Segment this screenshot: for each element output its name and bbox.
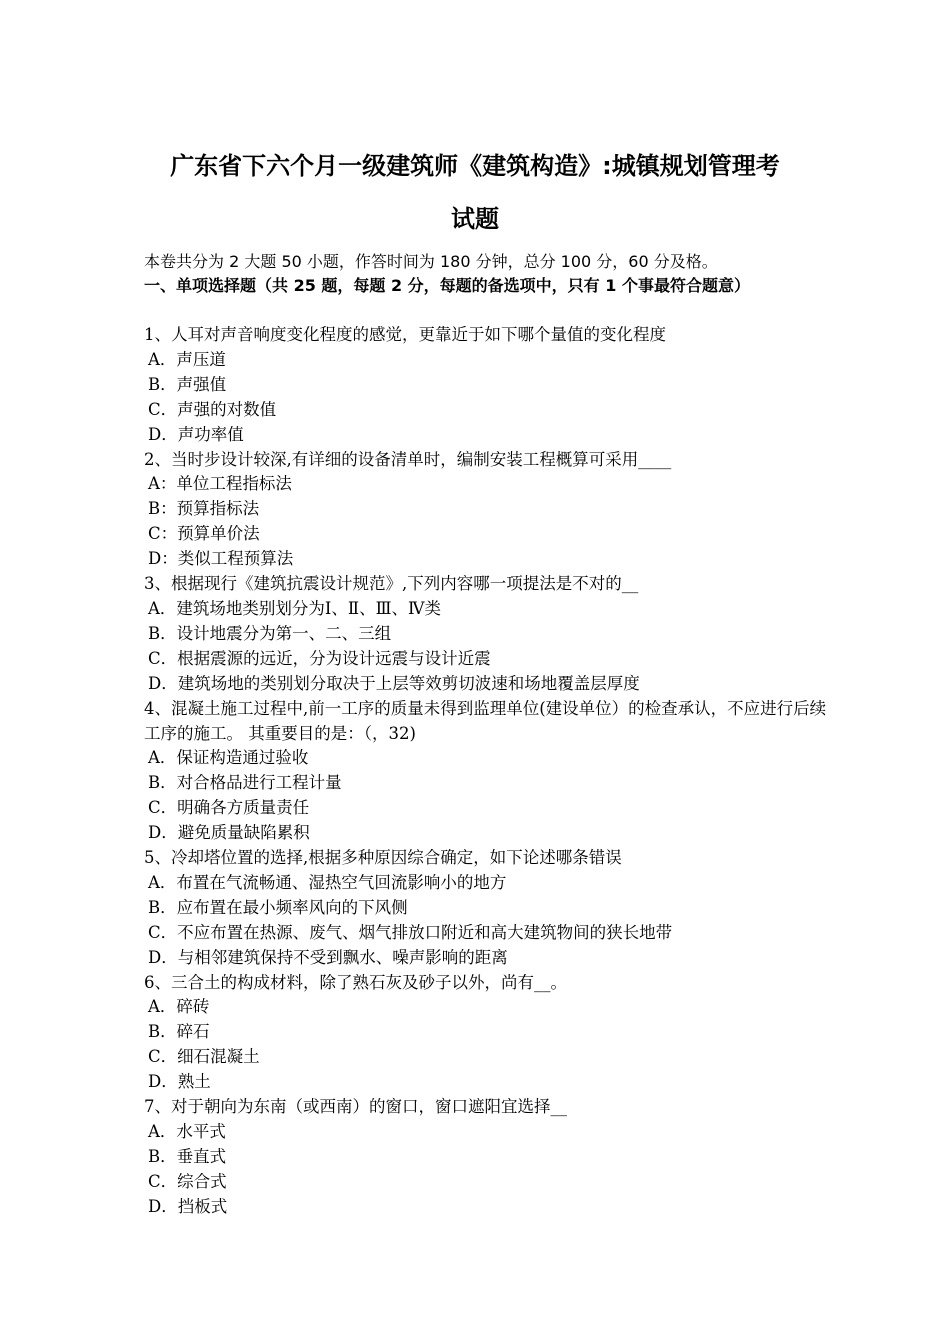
option-a: A．布置在气流畅通、湿热空气回流影响小的地方 — [148, 872, 507, 892]
option-b: B．声强值 — [148, 374, 227, 394]
option-d: D．挡板式 — [148, 1196, 228, 1216]
section-heading: 一、单项选择题（共 25 题，每题 2 分，每题的备选项中，只有 1 个事最符合题意） — [144, 276, 750, 295]
option-a: A．碎砖 — [148, 997, 210, 1017]
exam-intro: 本卷共分为 2 大题 50 小题，作答时间为 180 分钟，总分 100 分，60 分及格。 — [144, 252, 718, 271]
question-6 — [144, 971, 834, 1096]
document-title-line-1: 广东省下六个月一级建筑师《建筑构造》:城镇规划管理考 — [170, 152, 780, 180]
question-list — [144, 323, 834, 1220]
document-title-line-2: 试题 — [451, 205, 499, 233]
option-d: D．与相邻建筑保持不受到飘水、噪声影响的距离 — [148, 947, 508, 967]
option-a: A．声压道 — [148, 349, 226, 369]
option-c: C．细石混凝土 — [148, 1047, 260, 1067]
option-a: A：单位工程指标法 — [148, 474, 292, 494]
option-a: A．水平式 — [148, 1122, 226, 1141]
option-b: B．应布置在最小频率风向的下风侧 — [148, 897, 408, 917]
option-d: D．声功率值 — [148, 424, 244, 444]
option-d: D．熟土 — [148, 1072, 211, 1092]
option-c: C．综合式 — [148, 1171, 227, 1191]
question-5 — [144, 846, 834, 971]
option-a: A．建筑场地类别划分为Ⅰ、Ⅱ、Ⅲ、Ⅳ类 — [148, 598, 442, 618]
question-stem: 3、根据现行《建筑抗震设计规范》,下列内容哪一项提法是不对的__ — [144, 574, 639, 594]
question-stem: 2、当时步设计较深,有详细的设备清单时，编制安装工程概算可采用____ — [144, 449, 672, 469]
option-c: C．声强的对数值 — [148, 399, 277, 419]
question-stem: 4、混凝土施工过程中,前一工序的质量未得到监理单位(建设单位）的检查承认，不应进行后续工序的施工。 其重要目的是：（，32) — [144, 698, 827, 743]
option-d: D：类似工程预算法 — [148, 549, 294, 569]
option-c: C．明确各方质量责任 — [148, 798, 310, 818]
option-d: D．建筑场地的类别划分取决于上层等效剪切波速和场地覆盖层厚度 — [148, 673, 640, 693]
option-c: C．不应布置在热源、废气、烟气排放口附近和高大建筑物间的狭长地带 — [148, 922, 673, 942]
option-b: B：预算指标法 — [148, 499, 260, 519]
question-stem: 7、对于朝向为东南（或西南）的窗口，窗口遮阳宜选择__ — [144, 1097, 567, 1117]
question-3 — [144, 572, 834, 697]
option-a: A．保证构造通过验收 — [148, 748, 309, 768]
option-b: B．垂直式 — [148, 1146, 227, 1166]
option-b: B．设计地震分为第一、二、三组 — [148, 623, 392, 643]
option-d: D．避免质量缺陷累积 — [148, 823, 310, 843]
option-c: C．根据震源的远近，分为设计远震与设计近震 — [148, 648, 491, 668]
question-stem: 5、冷却塔位置的选择,根据多种原因综合确定，如下论述哪条错误 — [144, 848, 622, 868]
option-b: B．对合格品进行工程计量 — [148, 773, 342, 793]
question-1 — [144, 323, 834, 448]
option-c: C：预算单价法 — [148, 524, 260, 544]
question-stem: 6、三合土的构成材料，除了熟石灰及砂子以外，尚有__。 — [144, 972, 567, 992]
question-stem: 1、人耳对声音响度变化程度的感觉，更靠近于如下哪个量值的变化程度 — [144, 325, 666, 344]
question-2 — [144, 448, 834, 573]
question-4 — [144, 697, 834, 846]
question-7 — [144, 1095, 834, 1220]
option-b: B．碎石 — [148, 1022, 210, 1042]
